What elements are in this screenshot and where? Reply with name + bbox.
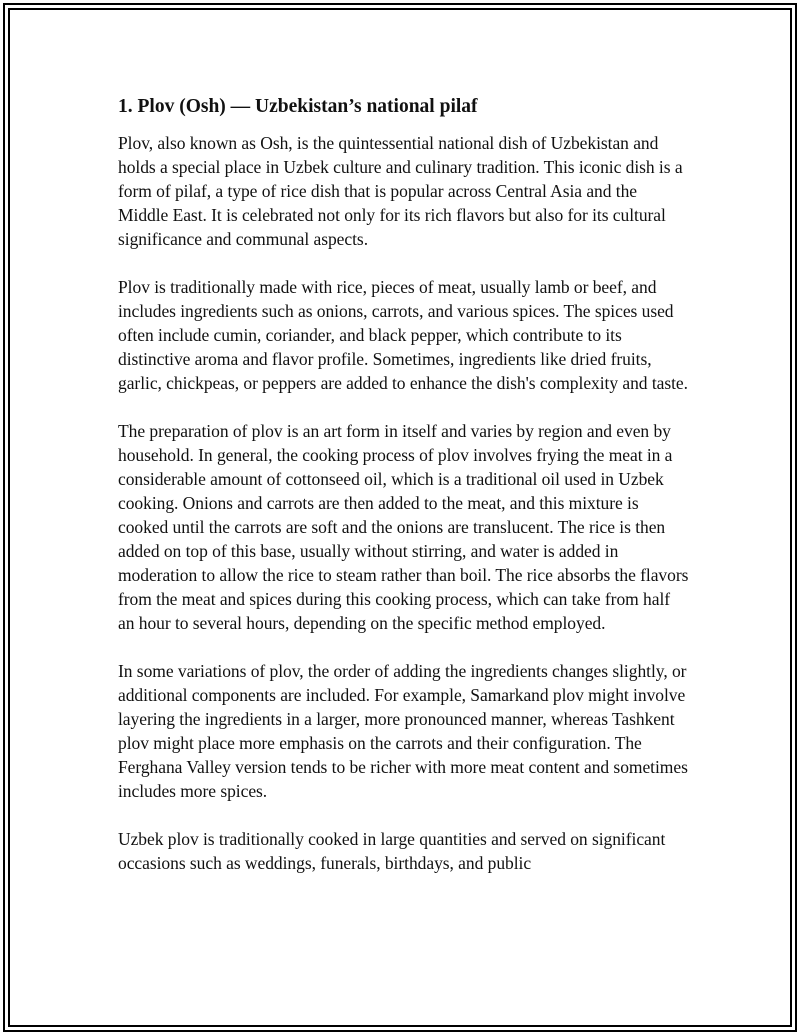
- paragraph: Plov, also known as Osh, is the quintessential national dish of Uzbekistan and holds a special place in Uzbek culture and culinary tradition. This iconic dish is a form of pilaf, a type of rice dish that is popular across Central Asia and the Middle East. It is celebrated not only for its rich flavors but also for its cultural significance and communal aspects.: [118, 133, 683, 249]
- paragraph: The preparation of plov is an art form in itself and varies by region and even by household. In general, the cooking process of plov involves frying the meat in a considerable amount of cottonseed oil, which is a traditional oil used in Uzbek cooking. Onions and carrots are then added to the meat, and this mixture is cooked until the carrots are soft and the onions are translucent. The rice is then added on top of this base, usually without stirring, and water is added in moderation to allow the rice to steam rather than boil. The rice absorbs the flavors from the meat and spices during this cooking process, which can take from half an hour to several hours, depending on the specific method employed.: [118, 421, 689, 633]
- paragraph: In some variations of plov, the order of adding the ingredients changes slightly, or additional components are included. For example, Samarkand plov might involve layering the ingredients in a larger, more pronounced manner, whereas Tashkent plov might place more emphasis on the carrots and their configuration. The Ferghana Valley version tends to be richer with more meat content and sometimes includes more spices.: [118, 661, 688, 801]
- paragraph: Uzbek plov is traditionally cooked in large quantities and served on significant occasions such as weddings, funerals, birthdays, and public: [118, 829, 666, 873]
- section-title: 1. Plov (Osh) — Uzbekistan’s national pilaf: [118, 96, 478, 117]
- document-page: [118, 95, 690, 899]
- paragraph: Plov is traditionally made with rice, pieces of meat, usually lamb or beef, and includes ingredients such as onions, carrots, and various spices. The spices used often include cumin, coriander, and black pepper, which contribute to its distinctive aroma and flavor profile. Sometimes, ingredients like dried fruits, garlic, chickpeas, or peppers are added to enhance the dish's complexity and taste.: [118, 277, 688, 393]
